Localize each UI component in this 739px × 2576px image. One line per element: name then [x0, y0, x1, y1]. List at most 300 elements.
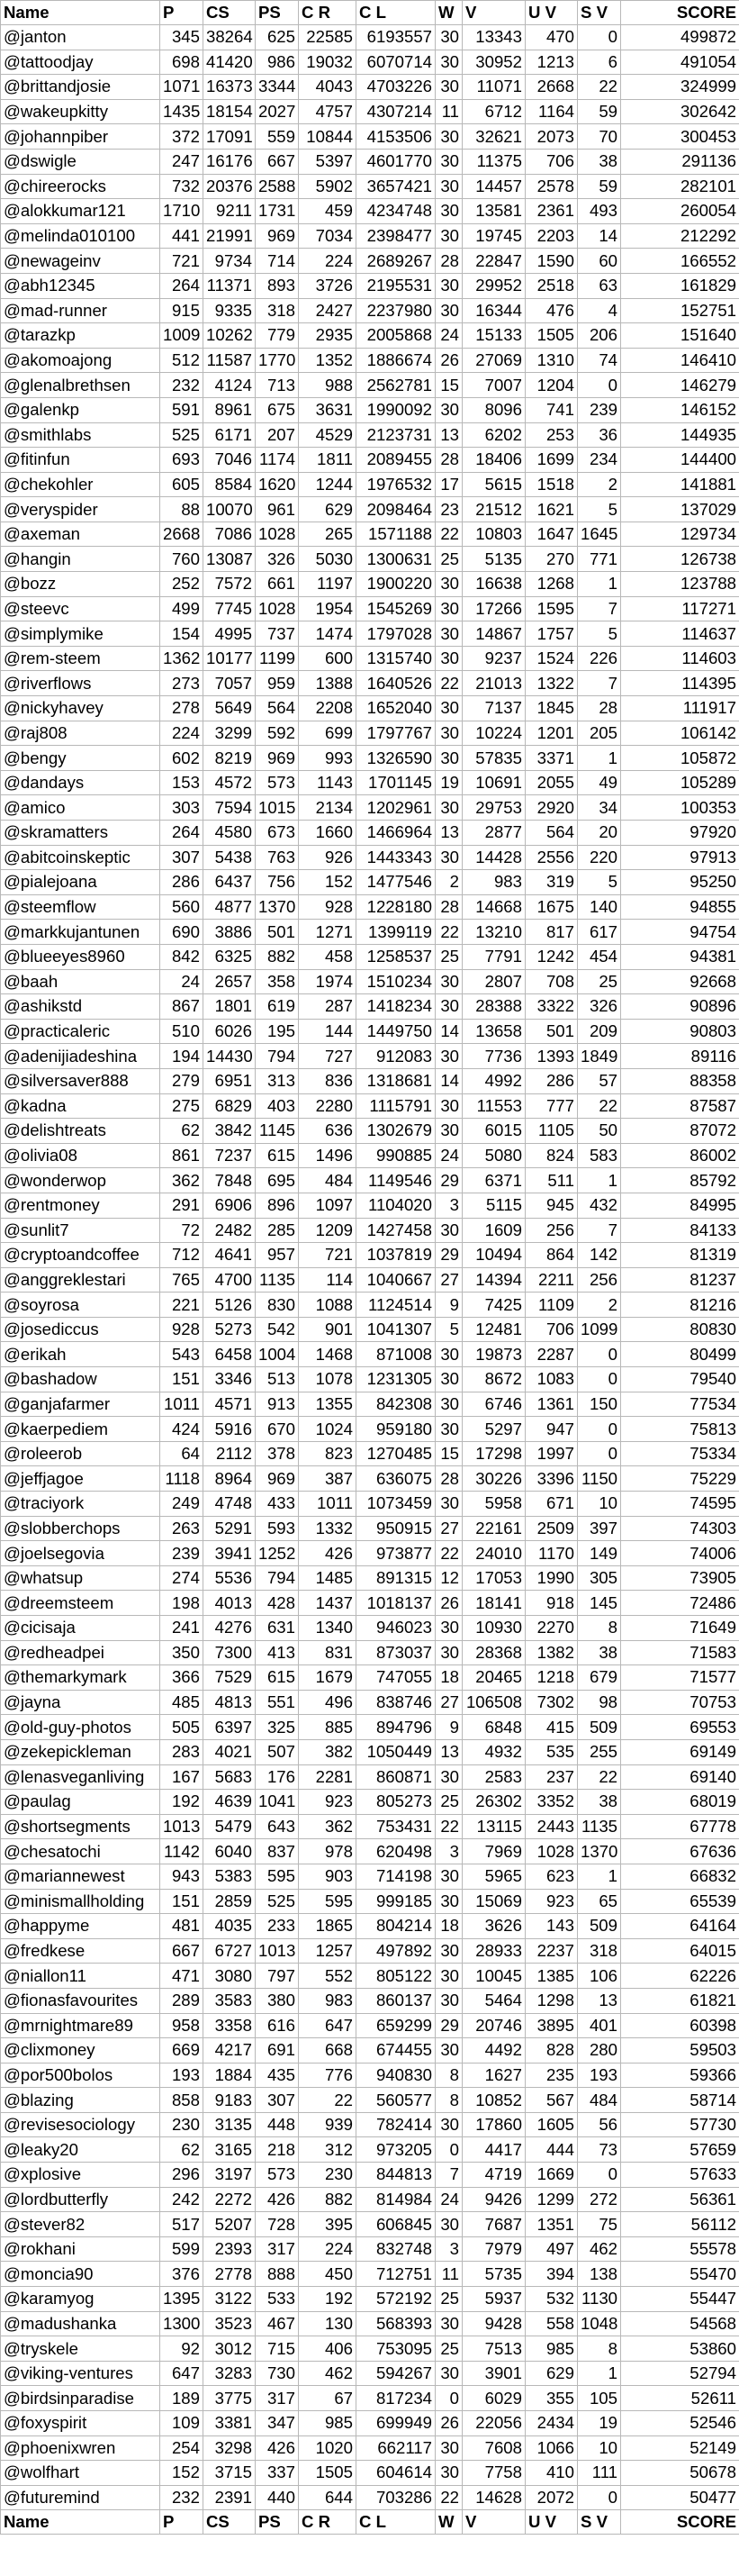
value-cell: 957 [256, 1243, 299, 1268]
value-cell: 3396 [526, 1466, 578, 1492]
value-cell: 4153506 [356, 124, 436, 150]
table-row [1, 894, 739, 920]
value-cell: 5080 [463, 1143, 526, 1168]
value-cell: 130 [299, 2311, 356, 2336]
value-cell: 19873 [463, 1342, 526, 1367]
table-row [1, 1938, 739, 1964]
value-cell: 19745 [463, 223, 526, 249]
value-cell: 1041 [256, 1790, 299, 1815]
value-cell: 19 [436, 770, 463, 795]
value-cell: 117271 [621, 596, 739, 621]
value-cell: 256 [578, 1267, 621, 1293]
value-cell: 2578 [526, 174, 578, 199]
value-cell: 1204 [526, 373, 578, 398]
value-cell: 22 [436, 2485, 463, 2510]
value-cell: 471 [160, 1964, 203, 1989]
account-name-cell: @stever82 [1, 2212, 160, 2237]
value-cell: 247 [160, 149, 203, 174]
value-cell: 30 [436, 298, 463, 323]
value-cell: 2 [578, 1293, 621, 1318]
value-cell: 1710 [160, 199, 203, 224]
table-row [1, 621, 739, 647]
value-cell: 224 [299, 249, 356, 274]
value-cell: 433 [256, 1492, 299, 1517]
value-cell: 1443343 [356, 845, 436, 870]
value-cell: 372 [160, 124, 203, 150]
value-cell: 24 [160, 969, 203, 994]
value-cell: 6371 [463, 1168, 526, 1193]
value-cell: 888 [256, 2262, 299, 2287]
value-cell: 926 [299, 845, 356, 870]
value-cell: 1105 [526, 1119, 578, 1144]
value-cell: 235 [526, 2063, 578, 2088]
value-cell: 842 [160, 944, 203, 969]
value-cell: 30 [436, 1119, 463, 1144]
value-cell: 20376 [203, 174, 256, 199]
value-cell: 712751 [356, 2262, 436, 2287]
value-cell: 10 [578, 2435, 621, 2461]
value-cell: 728 [256, 2212, 299, 2237]
value-cell: 30 [436, 1864, 463, 1889]
value-cell: 317 [256, 2236, 299, 2262]
value-cell: 282101 [621, 174, 739, 199]
table-row [1, 969, 739, 994]
value-cell: 721 [299, 1243, 356, 1268]
value-cell: 21991 [203, 223, 256, 249]
value-cell: 317 [256, 2386, 299, 2411]
table-row [1, 1739, 739, 1764]
value-cell: 20465 [463, 1665, 526, 1691]
value-cell: 22 [436, 1541, 463, 1566]
value-cell: 5735 [463, 2262, 526, 2287]
value-cell: 595 [299, 1889, 356, 1914]
account-name-cell: @lenasveganliving [1, 1764, 160, 1790]
value-cell: 26302 [463, 1790, 526, 1815]
value-cell: 532 [526, 2287, 578, 2312]
value-cell: 401 [578, 2013, 621, 2038]
value-cell: 604614 [356, 2461, 436, 2486]
value-cell: 2270 [526, 1616, 578, 1641]
value-cell: 861 [160, 1143, 203, 1168]
value-cell: 1218 [526, 1665, 578, 1691]
value-cell: 1884 [203, 2063, 256, 2088]
value-cell: 1477546 [356, 870, 436, 895]
value-cell: 4641 [203, 1243, 256, 1268]
value-cell: 915 [160, 298, 203, 323]
value-cell: 882 [299, 2187, 356, 2212]
value-cell: 501 [256, 920, 299, 945]
account-name-cell: @cicisaja [1, 1616, 160, 1641]
value-cell: 1900220 [356, 572, 436, 597]
value-cell: 14428 [463, 845, 526, 870]
value-cell: 9211 [203, 199, 256, 224]
value-cell: 6015 [463, 1119, 526, 1144]
value-cell: 224 [160, 721, 203, 746]
value-cell: 3371 [526, 746, 578, 771]
value-cell: 55447 [621, 2287, 739, 2312]
account-name-cell: @traciyork [1, 1492, 160, 1517]
value-cell: 285 [256, 1218, 299, 1243]
value-cell: 1197 [299, 572, 356, 597]
value-cell: 52794 [621, 2361, 739, 2386]
account-name-cell: @blueeyes8960 [1, 944, 160, 969]
value-cell: 17298 [463, 1441, 526, 1466]
value-cell: 252 [160, 572, 203, 597]
value-cell: 943 [160, 1864, 203, 1889]
value-cell: 397 [578, 1516, 621, 1541]
account-name-cell: @themarkymark [1, 1665, 160, 1691]
account-name-cell: @niallon11 [1, 1964, 160, 1989]
value-cell: 4124 [203, 373, 256, 398]
value-cell: 25 [436, 547, 463, 572]
value-cell: 10803 [463, 522, 526, 547]
table-row [1, 1143, 739, 1168]
value-cell: 192 [299, 2287, 356, 2312]
table-row [1, 522, 739, 547]
value-cell: 395 [299, 2212, 356, 2237]
value-cell: 254 [160, 2435, 203, 2461]
value-cell: 511 [526, 1168, 578, 1193]
table-row [1, 2212, 739, 2237]
value-cell: 25 [578, 969, 621, 994]
value-cell: 1118 [160, 1466, 203, 1492]
value-cell: 11 [436, 2262, 463, 2287]
value-cell: 2518 [526, 273, 578, 298]
value-cell: 1268 [526, 572, 578, 597]
table-row [1, 821, 739, 846]
value-cell: 3631 [299, 397, 356, 422]
value-cell: 2443 [526, 1814, 578, 1839]
value-cell: 15133 [463, 323, 526, 349]
value-cell: 313 [256, 1068, 299, 1093]
account-name-cell: @madushanka [1, 2311, 160, 2336]
value-cell: 59503 [621, 2038, 739, 2064]
value-cell: 1228180 [356, 894, 436, 920]
value-cell: 60 [578, 249, 621, 274]
value-cell: 763 [256, 845, 299, 870]
value-cell: 264 [160, 273, 203, 298]
value-cell: 1 [578, 2361, 621, 2386]
value-cell: 860137 [356, 1988, 436, 2013]
value-cell: 366 [160, 1665, 203, 1691]
footer-column-header-2: CS [203, 2510, 256, 2535]
value-cell: 765 [160, 1267, 203, 1293]
value-cell: 1627 [463, 2063, 526, 2088]
value-cell: 1518 [526, 472, 578, 497]
value-cell: 5464 [463, 1988, 526, 2013]
value-cell: 1 [578, 1864, 621, 1889]
value-cell: 212292 [621, 223, 739, 249]
value-cell: 27 [436, 1267, 463, 1293]
value-cell: 218 [256, 2137, 299, 2163]
value-cell: 690 [160, 920, 203, 945]
account-name-cell: @xplosive [1, 2163, 160, 2188]
value-cell: 8219 [203, 746, 256, 771]
value-cell: 505 [160, 1715, 203, 1740]
value-cell: 30 [436, 994, 463, 1020]
value-cell: 1097 [299, 1193, 356, 1218]
column-header-8: U V [526, 1, 578, 25]
account-name-cell: @lordbutterfly [1, 2187, 160, 2212]
value-cell: 234 [578, 448, 621, 473]
value-cell: 428 [256, 1591, 299, 1616]
value-cell: 1028 [256, 596, 299, 621]
value-cell: 30 [436, 2311, 463, 2336]
value-cell: 644 [299, 2485, 356, 2510]
value-cell: 4719 [463, 2163, 526, 2188]
value-cell: 3358 [203, 2013, 256, 2038]
value-cell: 30 [436, 397, 463, 422]
value-cell: 670 [256, 1417, 299, 1442]
value-cell: 4043 [299, 75, 356, 100]
value-cell: 4035 [203, 1914, 256, 1939]
value-cell: 1015 [256, 795, 299, 821]
value-cell: 1231305 [356, 1367, 436, 1392]
value-cell: 29 [436, 1168, 463, 1193]
value-cell: 560 [160, 894, 203, 920]
value-cell: 75334 [621, 1441, 739, 1466]
value-cell: 1018137 [356, 1591, 436, 1616]
value-cell: 253 [526, 422, 578, 448]
value-cell: 426 [299, 1541, 356, 1566]
value-cell: 5438 [203, 845, 256, 870]
value-cell: 38264 [203, 25, 256, 50]
value-cell: 11375 [463, 149, 526, 174]
value-cell: 296 [160, 2163, 203, 2188]
value-cell: 3322 [526, 994, 578, 1020]
value-cell: 307 [256, 2088, 299, 2113]
value-cell: 559 [256, 124, 299, 150]
value-cell: 1 [578, 572, 621, 597]
value-cell: 145 [578, 1591, 621, 1616]
table-row [1, 1243, 739, 1268]
value-cell: 1078 [299, 1367, 356, 1392]
value-cell: 602 [160, 746, 203, 771]
value-cell: 830 [256, 1293, 299, 1318]
value-cell: 75229 [621, 1466, 739, 1492]
value-cell: 3523 [203, 2311, 256, 2336]
table-row [1, 1591, 739, 1616]
value-cell: 1954 [299, 596, 356, 621]
value-cell: 5291 [203, 1516, 256, 1541]
value-cell: 249 [160, 1492, 203, 1517]
value-cell: 5 [578, 870, 621, 895]
value-cell: 97913 [621, 845, 739, 870]
value-cell: 605 [160, 472, 203, 497]
value-cell: 62226 [621, 1964, 739, 1989]
value-cell: 80499 [621, 1342, 739, 1367]
value-cell: 1071 [160, 75, 203, 100]
value-cell: 3 [436, 2236, 463, 2262]
value-cell: 1361 [526, 1392, 578, 1417]
value-cell: 16344 [463, 298, 526, 323]
value-cell: 703286 [356, 2485, 436, 2510]
table-row [1, 1665, 739, 1691]
value-cell: 70753 [621, 1690, 739, 1715]
value-cell: 8584 [203, 472, 256, 497]
value-cell: 6437 [203, 870, 256, 895]
value-cell: 5383 [203, 1864, 256, 1889]
table-row [1, 1267, 739, 1293]
value-cell: 59 [578, 174, 621, 199]
value-cell: 5397 [299, 149, 356, 174]
footer-column-header-6: W [436, 2510, 463, 2535]
value-cell: 303 [160, 795, 203, 821]
value-cell: 2089455 [356, 448, 436, 473]
value-cell: 100353 [621, 795, 739, 821]
footer-column-header-5: C L [356, 2510, 436, 2535]
value-cell: 30952 [463, 50, 526, 75]
value-cell: 149 [578, 1541, 621, 1566]
value-cell: 2935 [299, 323, 356, 349]
value-cell: 5615 [463, 472, 526, 497]
value-cell: 3657421 [356, 174, 436, 199]
value-cell: 25 [436, 944, 463, 969]
value-cell: 34 [578, 795, 621, 821]
value-cell: 382 [299, 1739, 356, 1764]
account-name-cell: @akomoajong [1, 348, 160, 373]
value-cell: 14 [436, 1068, 463, 1093]
value-cell: 28368 [463, 1640, 526, 1665]
value-cell: 415 [526, 1715, 578, 1740]
value-cell: 896 [256, 1193, 299, 1218]
value-cell: 5297 [463, 1417, 526, 1442]
value-cell: 2208 [299, 696, 356, 721]
value-cell: 3122 [203, 2287, 256, 2312]
value-cell: 6026 [203, 1019, 256, 1044]
value-cell: 278 [160, 696, 203, 721]
value-cell: 20746 [463, 2013, 526, 2038]
table-row [1, 1293, 739, 1318]
value-cell: 22 [299, 2088, 356, 2113]
value-cell: 894796 [356, 1715, 436, 1740]
value-cell: 17266 [463, 596, 526, 621]
value-cell: 7137 [463, 696, 526, 721]
value-cell: 497892 [356, 1938, 436, 1964]
value-cell: 270 [526, 547, 578, 572]
value-cell: 1322 [526, 671, 578, 696]
value-cell: 3 [436, 1193, 463, 1218]
value-cell: 978 [299, 1839, 356, 1864]
table-row [1, 2137, 739, 2163]
value-cell: 207 [256, 422, 299, 448]
value-cell: 9734 [203, 249, 256, 274]
footer-column-header-3: PS [256, 2510, 299, 2535]
value-cell: 151640 [621, 323, 739, 349]
value-cell: 671 [526, 1492, 578, 1517]
value-cell: 1252 [256, 1541, 299, 1566]
account-name-cell: @practicaleric [1, 1019, 160, 1044]
value-cell: 30 [436, 696, 463, 721]
value-cell: 509 [578, 1914, 621, 1939]
table-row [1, 1218, 739, 1243]
account-name-cell: @wolfhart [1, 2461, 160, 2486]
table-row [1, 497, 739, 522]
value-cell: 497 [526, 2236, 578, 2262]
value-cell: 1302679 [356, 1119, 436, 1144]
value-cell: 88358 [621, 1068, 739, 1093]
value-cell: 0 [436, 2386, 463, 2411]
value-cell: 22 [436, 920, 463, 945]
value-cell: 885 [299, 1715, 356, 1740]
value-cell: 1024 [299, 1417, 356, 1442]
value-cell: 1845 [526, 696, 578, 721]
value-cell: 1315740 [356, 646, 436, 671]
value-cell: 230 [299, 2163, 356, 2188]
value-cell: 16373 [203, 75, 256, 100]
value-cell: 376 [160, 2262, 203, 2287]
value-cell: 836 [299, 1068, 356, 1093]
account-name-cell: @axeman [1, 522, 160, 547]
value-cell: 36 [578, 422, 621, 448]
value-cell: 828 [526, 2038, 578, 2064]
value-cell: 22585 [299, 25, 356, 50]
account-name-cell: @steemflow [1, 894, 160, 920]
value-cell: 4307214 [356, 99, 436, 124]
table-row [1, 348, 739, 373]
value-cell: 86002 [621, 1143, 739, 1168]
account-name-cell: @blazing [1, 2088, 160, 2113]
value-cell: 151 [160, 1367, 203, 1392]
value-cell: 189 [160, 2386, 203, 2411]
value-cell: 797 [256, 1964, 299, 1989]
value-cell: 67636 [621, 1839, 739, 1864]
value-cell: 74006 [621, 1541, 739, 1566]
value-cell: 30 [436, 2112, 463, 2137]
value-cell: 1164 [526, 99, 578, 124]
value-cell: 8 [436, 2088, 463, 2113]
value-cell: 643 [256, 1814, 299, 1839]
value-cell: 842308 [356, 1392, 436, 1417]
value-cell: 6070714 [356, 50, 436, 75]
value-cell: 918 [526, 1591, 578, 1616]
value-cell: 1145 [256, 1119, 299, 1144]
value-cell: 6848 [463, 1715, 526, 1740]
value-cell: 30 [436, 1964, 463, 1989]
table-row [1, 795, 739, 821]
value-cell: 3352 [526, 1790, 578, 1815]
table-row [1, 2038, 739, 2064]
table-row [1, 2013, 739, 2038]
account-name-cell: @cryptoandcoffee [1, 1243, 160, 1268]
value-cell: 1009 [160, 323, 203, 349]
column-header-10: SCORE [621, 1, 739, 25]
value-cell: 232 [160, 2485, 203, 2510]
value-cell: 1675 [526, 894, 578, 920]
value-cell: 69553 [621, 1715, 739, 1740]
value-cell: 432 [578, 1193, 621, 1218]
value-cell: 1242 [526, 944, 578, 969]
table-row [1, 1093, 739, 1119]
account-name-cell: @galenkp [1, 397, 160, 422]
value-cell: 161829 [621, 273, 739, 298]
value-cell: 817 [526, 920, 578, 945]
value-cell: 19032 [299, 50, 356, 75]
value-cell: 14 [436, 1019, 463, 1044]
value-cell: 983 [463, 870, 526, 895]
value-cell: 114 [299, 1267, 356, 1293]
value-cell: 1257 [299, 1938, 356, 1964]
value-cell: 28933 [463, 1938, 526, 1964]
value-cell: 535 [526, 1739, 578, 1764]
value-cell: 525 [256, 1889, 299, 1914]
value-cell: 1258537 [356, 944, 436, 969]
value-cell: 30 [436, 1764, 463, 1790]
table-row [1, 1342, 739, 1367]
value-cell: 817234 [356, 2386, 436, 2411]
value-cell: 564 [256, 696, 299, 721]
value-cell: 7034 [299, 223, 356, 249]
